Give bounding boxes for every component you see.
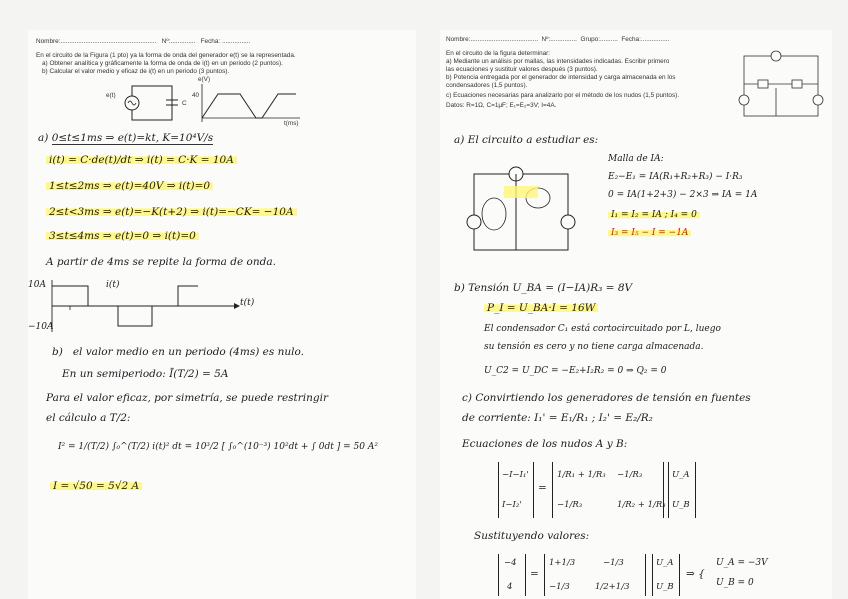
current-waveform-plot [38, 276, 258, 336]
left-exam-page [28, 30, 416, 599]
header-right: Nombre:...................................... Nº:............... Grupo:.......... Fecha:................ [446, 36, 670, 43]
solution-part-b: b) el valor medio en un periodo (4ms) es nulo. [52, 346, 304, 358]
rsolution-eq-c2: U_C2 = U_DC = −E₂+I₂R₂ = 0 ⇒ Q₂ = 0 [484, 366, 667, 376]
current-vector: −I−I₁' I−I₂' [498, 462, 534, 518]
circuit-diagram-handdrawn [460, 158, 580, 268]
rproblem-line-4: b) Potencia entregada por el generador de intensidad y carga almacenada en los [446, 74, 676, 81]
rsolution-line-c1: El condensador C₁ está cortocircuitado por L, luego [484, 324, 721, 334]
circuit-label-c: C [182, 100, 187, 107]
rsolution-part-b: b) Tensión U_BA = (I−IA)R₃ = 8V [454, 282, 633, 294]
plot-label-t: t(t) [240, 298, 255, 308]
rms-equation: I² = 1/(T/2) ∫₀^(T/2) i(t)² dt = 10³/2 [ ∫₀^(10⁻³) 10²dt + ∫ 0dt ] = 50 A² [58, 442, 378, 452]
voltage-vector-values: U_A U_B [652, 554, 680, 596]
plot-label-i: i(t) [106, 280, 120, 290]
malla-eq3: I₁ = I₂ = IA ; I₄ = 0 [608, 210, 700, 220]
malla-title: Malla de IA: [608, 154, 664, 164]
result-ub: U_B = 0 [716, 578, 754, 588]
solution-line-4: 2≤t<3ms ⇒ e(t)=−K(t+2) ⇒ i(t)=−CK= −10A [46, 206, 297, 218]
plot-label-bottom: −10A [28, 322, 54, 332]
circuit-diagram-left [112, 80, 192, 128]
solution-line-2: i(t) = C·de(t)/dt ⇒ i(t) = C·K = 10A [46, 154, 237, 166]
graph-label-40: 40 [192, 92, 200, 99]
malla-eq2: 0 = IA(1+2+3) − 2×3 ⇒ IA = 1A [608, 190, 758, 200]
solution-line-6: A partir de 4ms se repite la forma de onda. [46, 256, 276, 268]
rproblem-line-5: condensadores (1,5 puntos). [446, 82, 528, 89]
graph-label-e: e(V) [198, 76, 211, 83]
nudos-title: Ecuaciones de los nudos A y B: [462, 438, 628, 450]
malla-eq1: E₂−E₁ = IA(R₁+R₂+R₃) − I·R₃ [608, 172, 743, 182]
equals-sign-1: = [538, 482, 547, 494]
malla-eq4: I₃ = I₅ − I = −1A [608, 228, 691, 238]
rproblem-line-2: a) Mediante un análisis por mallas, las intensidades indicadas. Escribir primero [446, 58, 670, 65]
solution-line-5: 3≤t≤4ms ⇒ e(t)=0 ⇒ i(t)=0 [46, 230, 199, 242]
voltage-vector: U_A U_B [668, 462, 696, 518]
plot-label-top: 10A [28, 280, 46, 290]
rsolution-line-c2: su tensión es cero y no tiene carga almacenada. [484, 342, 704, 352]
solution-line-3: 1≤t≤2ms ⇒ e(t)=40V ⇒ i(t)=0 [46, 180, 213, 192]
rsolution-part-a: a) El circuito a estudiar es: [454, 134, 599, 146]
rproblem-line-7: Datos: R=1Ω, C=1μF; E₁=E₂=3V; I=4A. [446, 102, 557, 109]
circuit-diagram-printed [736, 44, 826, 128]
solution-line-11: I = √50 = 5√2 A [50, 480, 142, 492]
rsolution-part-c: c) Convirtiendo los generadores de tensión en fuentes [462, 392, 751, 404]
rsolution-line-c3: de corriente: I₁' = E₁/R₁ ; I₂' = E₂/R₂ [462, 412, 653, 424]
implies-arrow: ⇒ { [686, 568, 705, 580]
conductance-matrix: 1/R₁ + 1/R₃ −1/R₃ −1/R₃ 1/R₂ + 1/R₃ [552, 462, 664, 518]
current-vector-values: −4 4 [498, 554, 526, 596]
right-exam-page [440, 30, 832, 599]
rproblem-line-3: las ecuaciones y sustituir valores después (3 puntos). [446, 66, 598, 73]
solution-line-8: En un semiperiodo: Ī(T/2) = 5A [62, 368, 229, 380]
rproblem-line-6: c) Ecuaciones necesarias para analizarlo por el método de los nudos (1,5 puntos). [446, 92, 680, 99]
problem-line-1: En el circuito de la Figura (1 pto) ya la forma de onda del generador e(t) se la representada. [36, 52, 296, 59]
solution-line-9: Para el valor eficaz, por simetría, se puede restringir [46, 392, 329, 404]
power-result: P_I = U_BA·I = 16W [484, 302, 598, 314]
circuit-label-et: e(t) [106, 92, 116, 99]
solution-line-10: el cálculo a T/2: [46, 412, 131, 424]
problem-line-2: a) Obtener analítica y gráficamente la forma de onda de i(t) en un periodo (2 puntos). [42, 60, 283, 67]
equals-sign-2: = [530, 568, 539, 580]
result-ua: U_A = −3V [716, 558, 768, 568]
conductance-matrix-values: 1+1/3 −1/3 −1/3 1/2+1/3 [544, 554, 646, 596]
header-left: Nombre:...................................................... Nº:.............. Fecha: ................ [36, 38, 251, 45]
graph-label-t: t(ms) [284, 120, 299, 127]
solution-part-a: a) 0≤t≤1ms ⇒ e(t)=kt, K=10⁴V/s [38, 132, 214, 144]
problem-line-3: b) Calcular el valor medio y eficaz de i(t) en un periodo (3 puntos). [42, 68, 230, 75]
sub-title: Sustituyendo valores: [474, 530, 590, 542]
rproblem-line-1: En el circuito de la figura determinar: [446, 50, 551, 57]
